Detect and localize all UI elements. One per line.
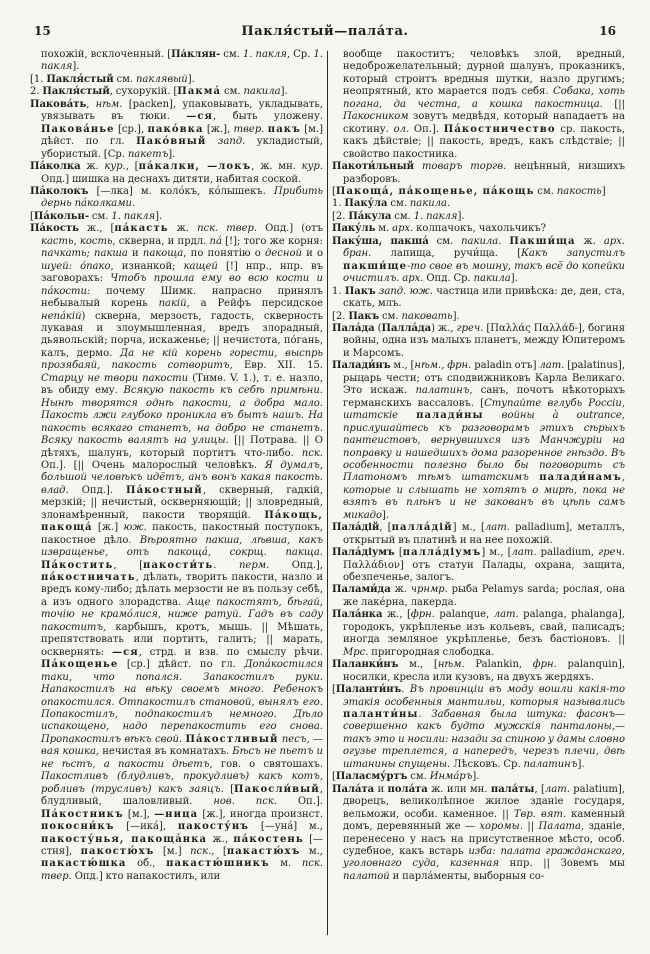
dictionary-entry: Палами́да ж. чрнмр. рыба Pelamys sarda; рослая, она же лаке́рна, лакерда. <box>332 584 625 608</box>
dictionary-entry: похожій, всклоченный. [Па́клян- см. 1. пакля, Ср. 1. пакля]. <box>41 49 323 73</box>
dictionary-entry: Паку́ль м. арх. колпачокъ, чахольчикъ? <box>332 223 547 235</box>
page-number-left: 15 <box>34 24 51 38</box>
dictionary-entry: Па́колка ж. кур., [па́калки, —локъ, ж. мн. кур. Опд.] шишка на деснахъ дитяти, набитая соской. <box>30 161 323 185</box>
dictionary-entry: Пала́нка ж., [фрн. palanque, лат. palanga, phalanga], городокъ, укрѣпленье изъ кольевъ, свай, палисадъ; иногда земляное укрѣпленье, безъ бастіоновъ. || Мрс. пригородная слободка. <box>332 609 625 658</box>
dictionary-entry: Пала́да (Палла́да) ж., греч. [Παλλάς Παλλάδ-], богиня войны, одна изъ малыхъ планетъ, между Юпитеромъ и Марсомъ. <box>332 322 625 359</box>
dictionary-entry: Па́кость ж., [па́касть ж. пск. твер. Опд.] (отъ касть, кость, скверна, и прдл. па́ [!]; того же корня: пачкать; пакша и пакоща, по понятію о десной и о шуей: о́пако, изнанкой; кащей [!] нпр., нпр. въ заговорахъ: Чтобъ прошла ему во всю кости и па́кости: почему Шимк. напрасно принялъ небывалый корень пакій, а Рейфъ персидское непа́кій) скверна, мерзость, гадость, скверность лукавая и злоумышленная, вредъ злорадный, дьявольскій; порча, искаженье; || нечистота, по́гань, калъ, дермо. Да не кій корень горести, выспрь прозябаяй, пакость сотворитъ, Евр. XII. 15. Старцу не твори пакости (Тимѳ. V. 1.), т. е. назло, въ обиду ему. Всякую пакость къ себѣ примѣни. Нынѣ творятся однѣ пакости, а добра мало. Пакость лжи глубоко проникла въ бытъ нашъ. На пакость всякаго станетъ, на добро не станетъ. Всяку пакость валятъ на улицы. [|| Потрава. || О дѣтяхъ, шалунъ, который портитъ что-либо. пск. Оп.]. [|| Очень малорослый человѣкъ. Я думалъ, большой человѣкъ идётъ, анъ вонъ какая пакость. влад. Опд.]. Па́костный, скверный, гадкій, мерзкій; || нечистый, оскверняющій; || зловредный, злонамѣренный, пакости творящій. Па́кощь, пакоща́ [ж.] юж. пакость, пакостный поступокъ, пакостное дѣло. Вѣроятно пакша, лѣвша, какъ извращенье, отъ пакоща́, сокрщ. пакща. Па́костить, [пакости́ть. перм. Опд.], па́костничать, дѣлать, творить пакости, назло и вредъ кому-либо; дѣлать мерзости не въ пользу себѣ, а изъ одного злорадства. Аще пакостятъ, бѣгай, точію не крамо́лися, ниже ратуй. Гадъ въ саду пакоститъ, карбышъ, кротъ, мышь. || Мѣшать, препятствовать или портить, галить; || марать, осквернять: —ся, стрд. и взв. по смыслу рѣчи. Па́кощенье [ср.] дѣйст. по гл. Допа́костился таки, что попался. Запакостилъ руки. Напакостилъ на вѣку своемъ много. Ребенокъ опакостился. Отпакостилъ становой, вынялъ его. Попакостилъ, подпакостилъ немного. Дѣло испакощено, надо перепакостить его снова. Пропакостилъ вѣкъ свой. Па́костливый песъ, —вая кошка, нечистая въ комнатахъ. Бѣсъ не пьетъ и не ѣстъ, а пакости дѣетъ, гов. о святошахъ. Пакостливъ (блудливъ, прокудливъ) какъ котъ, робливъ (трусливъ) какъ заяцъ. [Пакосли́вый, блудливый, шаловливый. нов. пск. Оп.]. Па́костникъ [м.], —ница [ж.], иногда произнст. покосни́къ [—ика́], пакосту́нъ [—уна́] м., пакосту́нья, пакоща́нка ж., па́костень [—стня], пакостю́хъ [м.] пск., [пакастю́хъ м., пакастю́шка об., пакастю́шникъ м. пск. твер. Опд.] кто напакостилъ, или <box>30 223 323 882</box>
dictionary-entry: [2. Па́кула см. 1. пакля]. <box>332 210 465 222</box>
dictionary-entry: [Па́кольн- см. 1. пакля]. <box>30 210 163 222</box>
dictionary-entry: 2. Пакля́стый, сухорукій. [Пакма́ см. пакила]. <box>30 86 288 98</box>
dictionary-entry: Пала́діумъ [палла́діумъ] м., [лат. palladium, греч. Παλλάδιον] отъ статуи Палады, охрана, защита, обезпеченье, залогъ. <box>332 547 625 584</box>
dictionary-entry: вообще пакоститъ; человѣкъ злой, вредный, недоброжелательный; дурной шалунъ, проказникъ, который строитъ вредныя шутки, назло другимъ; неопрятный, кто марается подъ себя. Собака, хоть погана, да честна, а кошка пакостница. [|| Пакосником зовутъ медвѣдя, который нападаетъ на скотину. ол. Оп.]. Па́костничество ср. пакость, какъ дѣйствіе; || пакость, вредъ, какъ слѣдствіе; || свойство пакостника. <box>343 49 625 160</box>
dictionary-entry: Па́колокъ [—лка] м. коло́къ, ко́лышекъ. Прибить дернь па́колками. <box>30 185 323 210</box>
right-column <box>332 49 625 937</box>
left-column <box>30 49 323 937</box>
dictionary-entry: Пала́дій, [палла́дій] м., [лат. palladium], металлъ, открытый въ платинѣ и на нее похожій. <box>332 522 625 546</box>
dictionary-entry: [Пакоща́, па́кощенье, па́кощь см. пакость] <box>332 185 606 197</box>
page-header <box>0 0 650 47</box>
dictionary-entry: Пала́та и пола́та ж. или мн. пала́ты, [лат. palatium], дворецъ, великолѣпное жилое зданіе государя, вельможи, особи. каменное. || Твр. вят. каменный домъ, деревянный же — хоромы. || Палата, зданіе, перенесено у насъ на присутственное мѣсто, особ. судебное, какъ встарь изба: палата гражданскаго, уголовнаго суда, казенная нпр. || Зовемъ мы палатой и парла́менты, выборныя со- <box>332 783 625 882</box>
dictionary-entry: 1. Пакъ запд. юж. частица или привѣска: де, деи, ста, скать, млъ. <box>332 285 625 310</box>
dictionary-entry: Пакоти́льный товаръ торгв. нецѣнный, низшихъ разборовъ. <box>332 161 625 185</box>
dictionary-entry: Палади́нъ м., [нѣм., фрн. paladin отъ] лат. [palatinus], рыцарь чести; отъ сподвижниковъ Карла Великаго. Это искаж. палатинъ, санъ, почотъ нѣкоторыхъ германскихъ вассаловъ. [Ступайте вглубь Россіи, штатскіе палади́ны войны à outrance, прислушайтесь къ разговорамъ этихъ сѣрыхъ пантеистовъ, вернувшихся изъ Манчжуріи на поправку и нашедшихъ дома разоренное гнѣздо. Въ особенности полезно было бы поговорить съ Платономъ тѣмъ штатскимъ палади́намъ, которые и слышать не хотятъ о мирѣ, пока не взятъ въ плѣнъ и не закованъ въ цѣпь самъ микадо]. <box>332 360 625 521</box>
dictionary-entry: [Паланти́нъ. Въ провинціи въ моду вошли какія-то этакія особенныя мантильи, которыя назывались паланти́ны. Забавная была штука: фасонъ—совершенно какъ будто мужскія панталоны,—такъ это и носили: назади за спиною у дамы словно огузье треплется, а напередъ, черезъ плечи, двѣ штанины спущены. Лѣсковъ. Ср. палатинъ]. <box>332 684 625 770</box>
dictionary-entry: [Паласму́ртъ см. Инма́ръ]. <box>332 771 480 783</box>
column-divider-rule <box>327 51 328 935</box>
dictionary-entry: 1. Паку́ла см. пакила. <box>332 198 451 210</box>
dictionary-entry: [2. Пакъ см. паковать]. <box>332 310 460 322</box>
page-number-right: 16 <box>599 24 616 38</box>
dictionary-entry: Паланки́нъ м., [нѣм. Palankin, фрн. palanquin], носилки, кресла или кузовъ, на двухъ жердяхъ. <box>332 659 625 683</box>
dictionary-entry: Паку́ша, пакша́ см. пакила. Пакши́ща ж. арх. бран. лапища, ручи́ща. [Какъ запустилъ пакши́ще-то свое въ мошну, такъ всё до копейки очистилъ. арх. Опд. Ср. пакила]. <box>332 235 625 285</box>
dictionary-entry: [1. Пакля́стый см. паклявый]. <box>30 73 195 85</box>
dictionary-entry: Пакова́ть, нѣм. [packen], упаковывать, укладывать, увязывать въ тюки. —ся, быть уложену. Пакова́нье [ср.], пако́вка [ж.], твер. пакъ [м.] дѣйст. по гл. Пако́вный запд. укладистый, убористый. [Ср. пакетъ]. <box>30 98 323 160</box>
running-title: Пакля́стый—пала́та. <box>241 24 409 39</box>
text-columns <box>0 47 650 937</box>
